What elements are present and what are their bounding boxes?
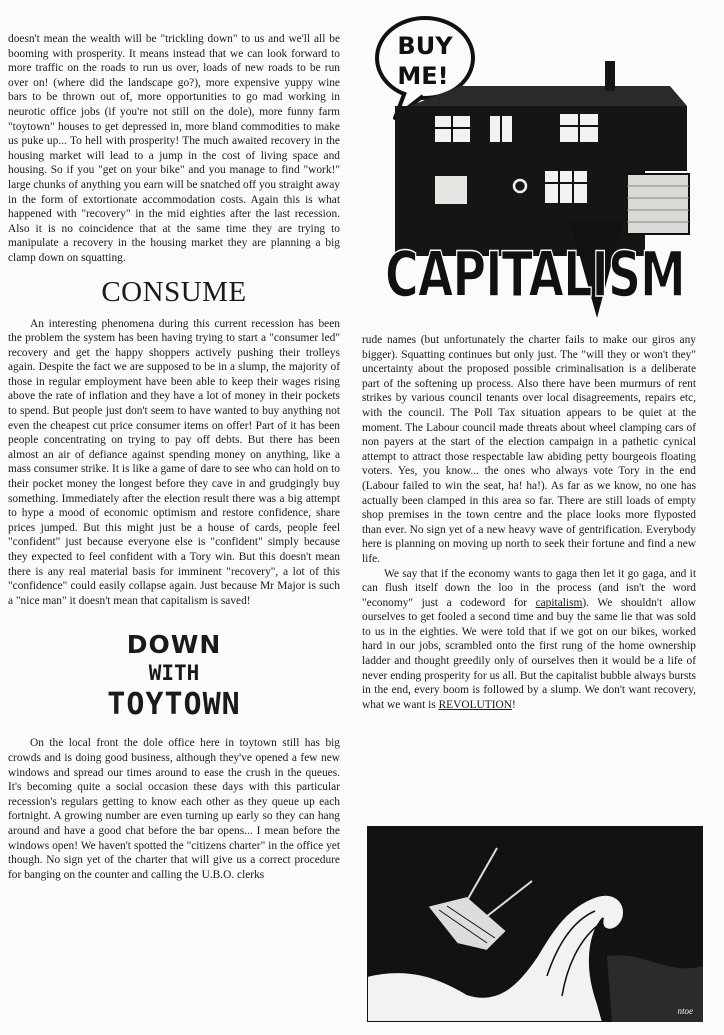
left-column xyxy=(8,32,340,882)
bubble-text-me: ME! xyxy=(397,62,449,90)
p2-text-b: ). We shouldn't allow ourselves to get fooled a second time and buy the same lie that was sold to us in the eighties. We were told that if we got on our bikes, worked hard in our jobs, scrambled onto the first rung of the home ownership ladder and thought greedily only of ourselves then it would be a life of never ending prosperity for us all. But the capitalist bubble always bursts in the end, every boom is followed by a slump. We don't want recovery, what we want is xyxy=(362,596,696,711)
capitalism-word: CAPITALISM xyxy=(385,238,685,311)
capitalism-house-illustration xyxy=(365,6,705,324)
consume-paragraph: An interesting phenomena during this current recession has been the problem the system has been having trying to start a "consumer led" recovery and get the happy shoppers actively pushing their trolleys again. Despite the fact we are supposed to be in a slump, the majority of those in regular employment have been able to keep their wages rising above the rate of inflation and they have a lot of money in their pockets to spend. But people just don't seem to have wanted to buy anything not even the cheapest cut price consumer items on offer! Part of it has been people concentrating on trying to pay off debts. But there has been almost an air of defiance against spending money on anything, like a mass consumer strike. It is like a game of dare to see who can hold on to their pocket money the longest before they cave in and grudgingly buy something. Immediately after the election result there was a big attempt to hype a mood of economic optimism and restore confidence, share prices jumped. But this might just be a house of cards, people feel "confident" just because everyone else is "confident" simply because they expected to feel confident with a Tory win. But this doesn't mean there is any real material basis for imminent "recovery", a lot of this "confidence" could easily collapse again. Just because Mr Major is such a "nice man" it doesn't mean that capitalism is saved! xyxy=(8,317,340,607)
consume-heading: CONSUME xyxy=(101,275,247,308)
revolution-underlined: REVOLUTION xyxy=(438,698,512,711)
heading-line-down: DOWN xyxy=(126,630,222,660)
artist-signature: ntoe xyxy=(677,1006,693,1016)
toytown-paragraph: On the local front the dole office here in toytown still has big crowds and is doing good business, although they've opened a few new windows and spread our times around to ease the crush in the queues. It's becoming quite a social occasion these days with this particular recession's regulars getting to know each other as they queue up each fortnight. A growing number are even turning up early so they can hang around and have a good chat before the bar opens... I mean before the windows open! We haven't spotted the "citizens charter" in the office yet though. No sign yet of the charter that will give us a correct procedure for banging on the counter and calling the U.B.O. clerks xyxy=(8,737,340,881)
p2-text-c: ! xyxy=(511,698,516,711)
heading-line-toytown: TOYTOWN xyxy=(107,687,241,723)
heading-line-with: WITH xyxy=(148,661,200,686)
right-paragraph-2 xyxy=(362,567,696,713)
capitalism-underlined: capitalism xyxy=(535,596,583,609)
down-with-toytown-heading xyxy=(8,630,340,722)
intro-paragraph: doesn't mean the wealth will be "trickling down" to us and we'll all be booming with prosperity. It means instead that we can look forward to more traffic on the roads to run us over, loads of new roads to be run over on! (where did the landscape go?), more expensive yuppy wine bars to be thrown out of, more opportunities to go mad working in neurotic office jobs (if you're not still on the dole), more funny farm "toytown" houses to get depressed in, more bland commodities to make us puke up... To hell with prosperity! The much awaited recovery in the housing market will lead to a jump in the cost of living space and housing. So if you "get on your bike" and you manage to find "work!" large chunks of anything you earn will be snatched off you straight away in the form of extortionate accommodation costs. Again this is what happened with "recovery" in the mid eighties after the last recession. Also it is no coincidence that at the same time they are trying to manipulate a recovery in the housing market they are planning a big clamp down on squatting. xyxy=(8,33,340,264)
right-paragraph-1: rude names (but unfortunately the charter fails to make our giros any bigger). Squatting continues but only just. The "will they or won't they" uncertainty about the proposed possible criminalisation is a deliberate part of the softening up process. Also there have been murmurs of rent strikes by various council tenants over local disagreements, repairs etc, with the council. The Poll Tax situation appears to be quiet at the moment. The Labour council made threats about wheel clamping cars of non payers at the start of the election campaign in a pathetic cynical attempt to attract those respectable law abiding petty bourgeois floating voters. Yes, you know... the ones who always vote Tory in the end (Labour failed to win the seat, ha! ha!). As far as we know, no one has actually been clamped in this area so far. There are still loads of empty shop premises in the town centre and the place looks more flyposted than ever. No sign yet of a new heavy wave of gentrification. Everybody here is planning on moving up north to seek their fortune and find a new life. xyxy=(362,334,696,565)
wave-shipwreck-illustration xyxy=(367,826,703,1022)
bubble-text-buy: BUY xyxy=(397,32,453,60)
right-column xyxy=(362,333,696,712)
p2-text-a: We say that if the economy wants to gaga then let it go gaga, and it can flush itself down the loo in the process (and isn't the word "economy" just a codeword for xyxy=(362,567,696,609)
